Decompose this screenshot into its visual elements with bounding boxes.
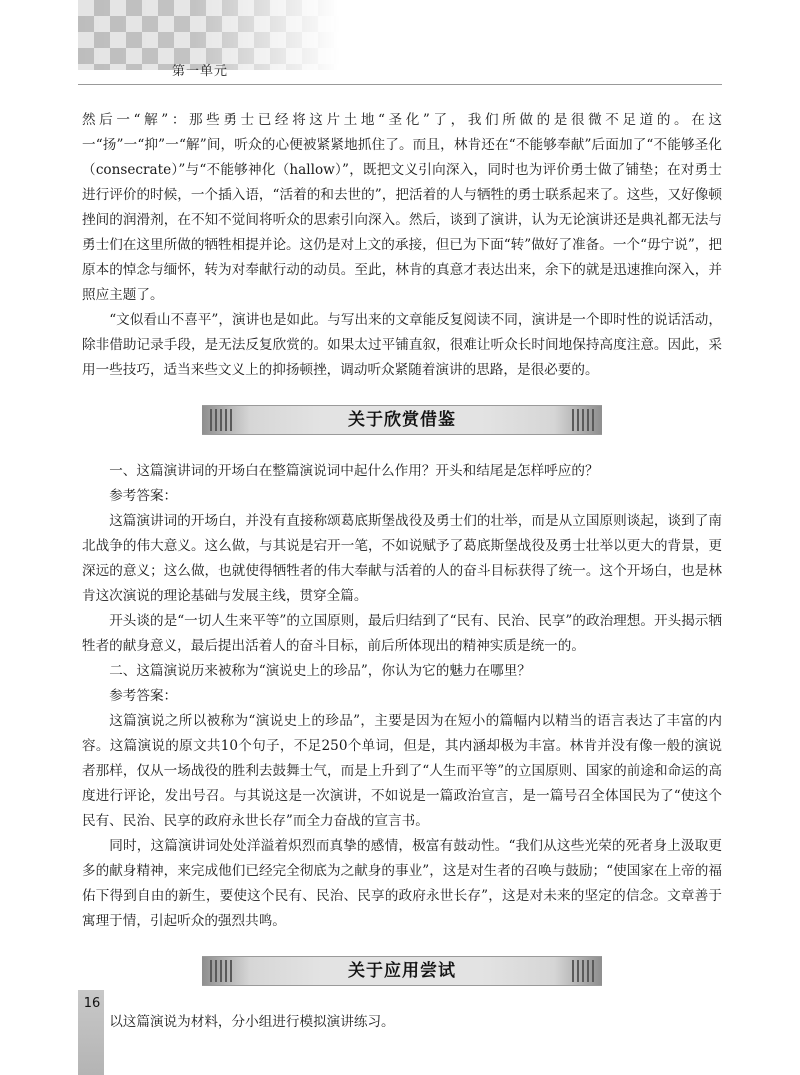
question-1: 一、这篇演讲词的开场白在整篇演说词中起什么作用？开头和结尾是怎样呼应的？ bbox=[109, 463, 599, 479]
page-content bbox=[82, 108, 722, 1035]
intro-paragraph: “文似看山不喜平”，演讲也是如此。与写出来的文章能反复阅读不同，演讲是一个即时性的说话活动，除非借助记录手段，是无法反复欣赏的。如果太过平铺直叙，很难让听众长时间地保持高度注意。因此，采用一些技巧，适当来些文义上的抑扬顿挫，调动听众紧随着演讲的思路，是很必要的。 bbox=[82, 312, 722, 378]
answer-paragraph: 同时，这篇演讲词处处洋溢着炽烈而真挚的感情，极富有鼓动性。“我们从这些光荣的死者身上汲取更多的献身精神，来完成他们已经完全彻底为之献身的事业”，这是对生者的召唤与鼓励；“使国家在上帝的福佑下得到自由的新生，要使这个民有、民治、民享的政府永世长存”，这是对未来的坚定的信念。文章善于寓理于情，引起听众的强烈共鸣。 bbox=[82, 838, 722, 929]
reference-answer-label: 参考答案： bbox=[109, 488, 178, 504]
unit-label: 第一单元 bbox=[172, 64, 229, 79]
page-number: 16 bbox=[83, 996, 101, 1011]
header-rule bbox=[78, 84, 722, 85]
answer-paragraph: 这篇演说之所以被称为“演说史上的珍品”，主要是因为在短小的篇幅内以精当的语言表达了丰富的内容。这篇演说的原文共10个句子，不足250个单词，但是，其内涵却极为丰富。林肯并没有像一般的演说者那样，仅从一场战役的胜利去鼓舞士气，而是上升到了“人生而平等”的立国原则、国家的前途和命运的高度进行评论，发出号召。与其说这是一次演讲，不如说是一篇政治宣言，是一篇号召全体国民为了“使这个民有、民治、民享的政府永世长存”而全力奋战的宣言书。 bbox=[82, 713, 722, 829]
answer-paragraph: 这篇演讲词的开场白，并没有直接称颂葛底斯堡战役及勇士们的壮举，而是从立国原则谈起，谈到了南北战争的伟大意义。这么做，与其说是宕开一笔，不如说赋予了葛底斯堡战役及勇士壮举以更大的背景，更深远的意义；这么做，也就使得牺牲者的伟大奉献与活着的人的奋斗目标获得了统一。这个开场白，也是林肯这次演说的理论基础与发展主线，贯穿全篇。 bbox=[82, 513, 722, 604]
reference-answer-label: 参考答案： bbox=[109, 688, 178, 704]
question-2: 二、这篇演说历来被称为“演说史上的珍品”，你认为它的魅力在哪里？ bbox=[109, 663, 531, 679]
section-title: 关于应用尝试 bbox=[348, 961, 456, 981]
intro-paragraph: 然后一“解”：那些勇士已经将这片土地“圣化”了，我们所做的是很微不足道的。在这一“扬”一“抑”一“解”间，听众的心便被紧紧地抓住了。而且，林肯还在“不能够奉献”后面加了“不能够圣化（consecrate）”与“不能够神化（hallow）”，既把文义引向深入，同时也为评价勇士做了铺垫；在对勇士进行评价的时候，一个插入语，“活着的和去世的”，把活着的人与牺牲的勇士联系起来了。这些，又好像顿挫间的润滑剂，在不知不觉间将听众的思索引向深入。然后，谈到了演讲，认为无论演讲还是典礼都无法与勇士们在这里所做的牺牲相提并论。这仍是对上文的承接，但已为下面“转”做好了准备。一个“毋宁说”，把原本的悼念与缅怀，转为对奉献行动的动员。至此，林肯的真意才表达出来，余下的就是迅速推向深入，并照应主题了。 bbox=[82, 112, 722, 303]
section-heading-application bbox=[202, 956, 602, 986]
answer-paragraph: 开头谈的是“一切人生来平等”的立国原则，最后归结到了“民有、民治、民享”的政治理想。开头揭示牺牲者的献身意义，最后提出活着人的奋斗目标，前后所体现出的精神实质是统一的。 bbox=[82, 613, 722, 654]
section-heading-appreciation bbox=[202, 405, 602, 435]
application-text: 以这篇演说为材料，分小组进行模拟演讲练习。 bbox=[109, 1014, 395, 1030]
section-title: 关于欣赏借鉴 bbox=[348, 410, 456, 430]
